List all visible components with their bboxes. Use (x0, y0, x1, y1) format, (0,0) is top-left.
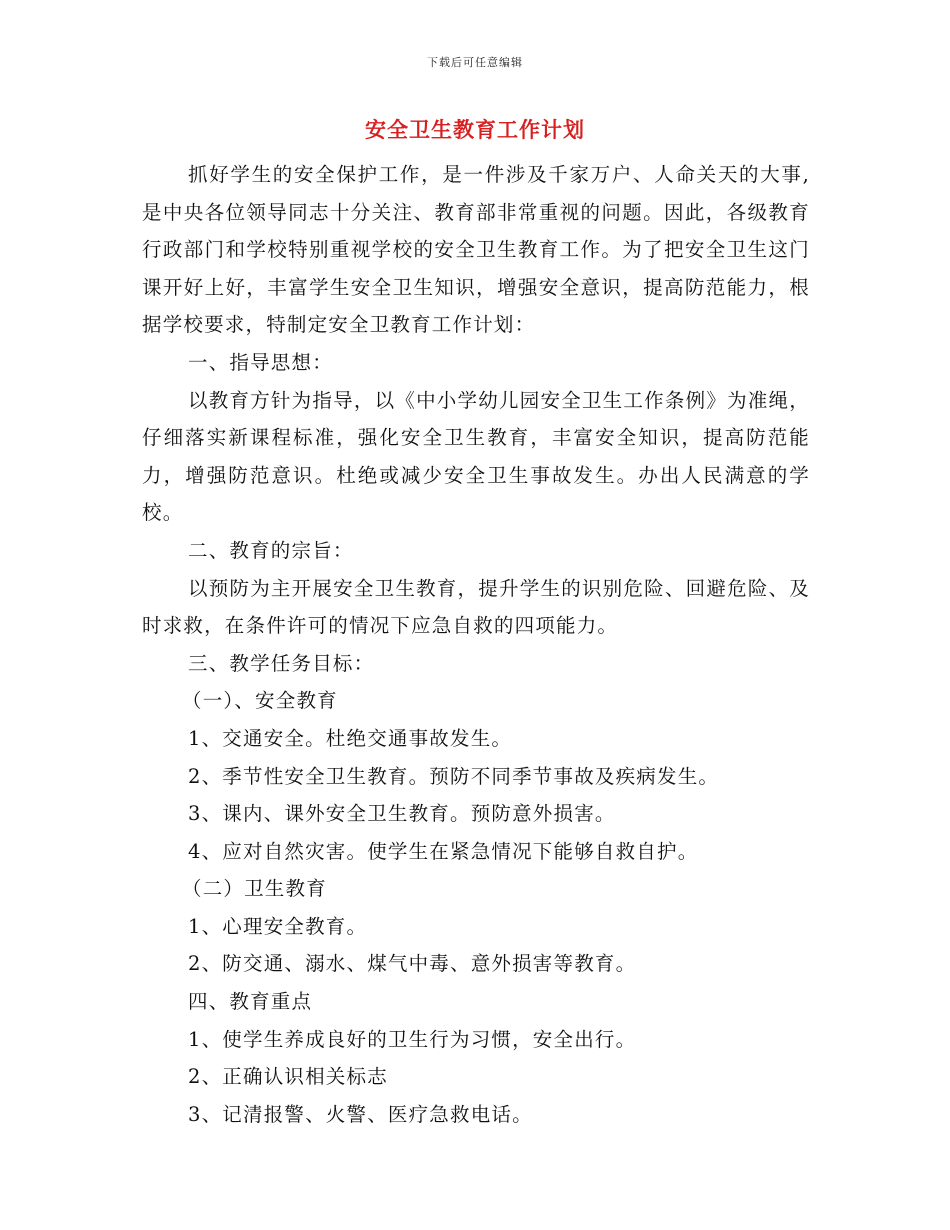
section-heading-purpose: 二、教育的宗旨： (188, 538, 354, 562)
subsection-heading-hygiene: （二）卫生教育 (182, 877, 327, 901)
section-heading-teaching-goals: 三、教学任务目标： (188, 651, 375, 675)
list-item: 1、交通安全。杜绝交通事故发生。 (188, 726, 513, 750)
list-item: 3、课内、课外安全卫生教育。预防意外损害。 (188, 802, 616, 826)
document-body (142, 156, 810, 1133)
list-item: 4、应对自然灾害。使学生在紧急情况下能够自救自护。 (188, 839, 699, 863)
section-heading-key-points: 四、教育重点 (188, 990, 313, 1014)
section-body-purpose: 以预防为主开展安全卫生教育，提升学生的识别危险、回避危险、及时求救，在条件许可的情况下应急自救的四项能力。 (142, 576, 810, 638)
intro-paragraph: 抓好学生的安全保护工作，是一件涉及千家万户、人命关天的大事,是中央各位领导同志十分关注、教育部非常重视的问题。因此，各级教育行政部门和学校特别重视学校的安全卫生教育工作。为了把安全卫生这门课开好上好，丰富学生安全卫生知识，增强安全意识，提高防范能力，根据学校要求，特制定安全卫教育工作计划： (142, 163, 810, 337)
header-note: 下载后可任意编辑 (427, 56, 523, 69)
document-title: 安全卫生教育工作计划 (365, 117, 585, 142)
list-item: 1、心理安全教育。 (188, 914, 368, 938)
list-item: 1、使学生养成良好的卫生行为习惯，安全出行。 (188, 1027, 637, 1051)
list-item: 2、季节性安全卫生教育。预防不同季节事故及疾病发生。 (188, 764, 720, 788)
list-item: 2、正确认识相关标志 (188, 1065, 388, 1089)
section-heading-guiding-thought: 一、指导思想： (188, 350, 333, 374)
subsection-heading-safety: （一）、安全教育 (182, 689, 338, 713)
section-body-guiding-thought: 以教育方针为指导，以《中小学幼儿园安全卫生工作条例》为准绳，仔细落实新课程标准，强化安全卫生教育，丰富安全知识，提高防范能力，增强防范意识。杜绝或减少安全卫生事故发生。办出人民满意的学校。 (142, 388, 810, 525)
list-item: 2、防交通、溺水、煤气中毒、意外损害等教育。 (188, 952, 637, 976)
list-item: 3、记清报警、火警、医疗急救电话。 (188, 1102, 533, 1126)
